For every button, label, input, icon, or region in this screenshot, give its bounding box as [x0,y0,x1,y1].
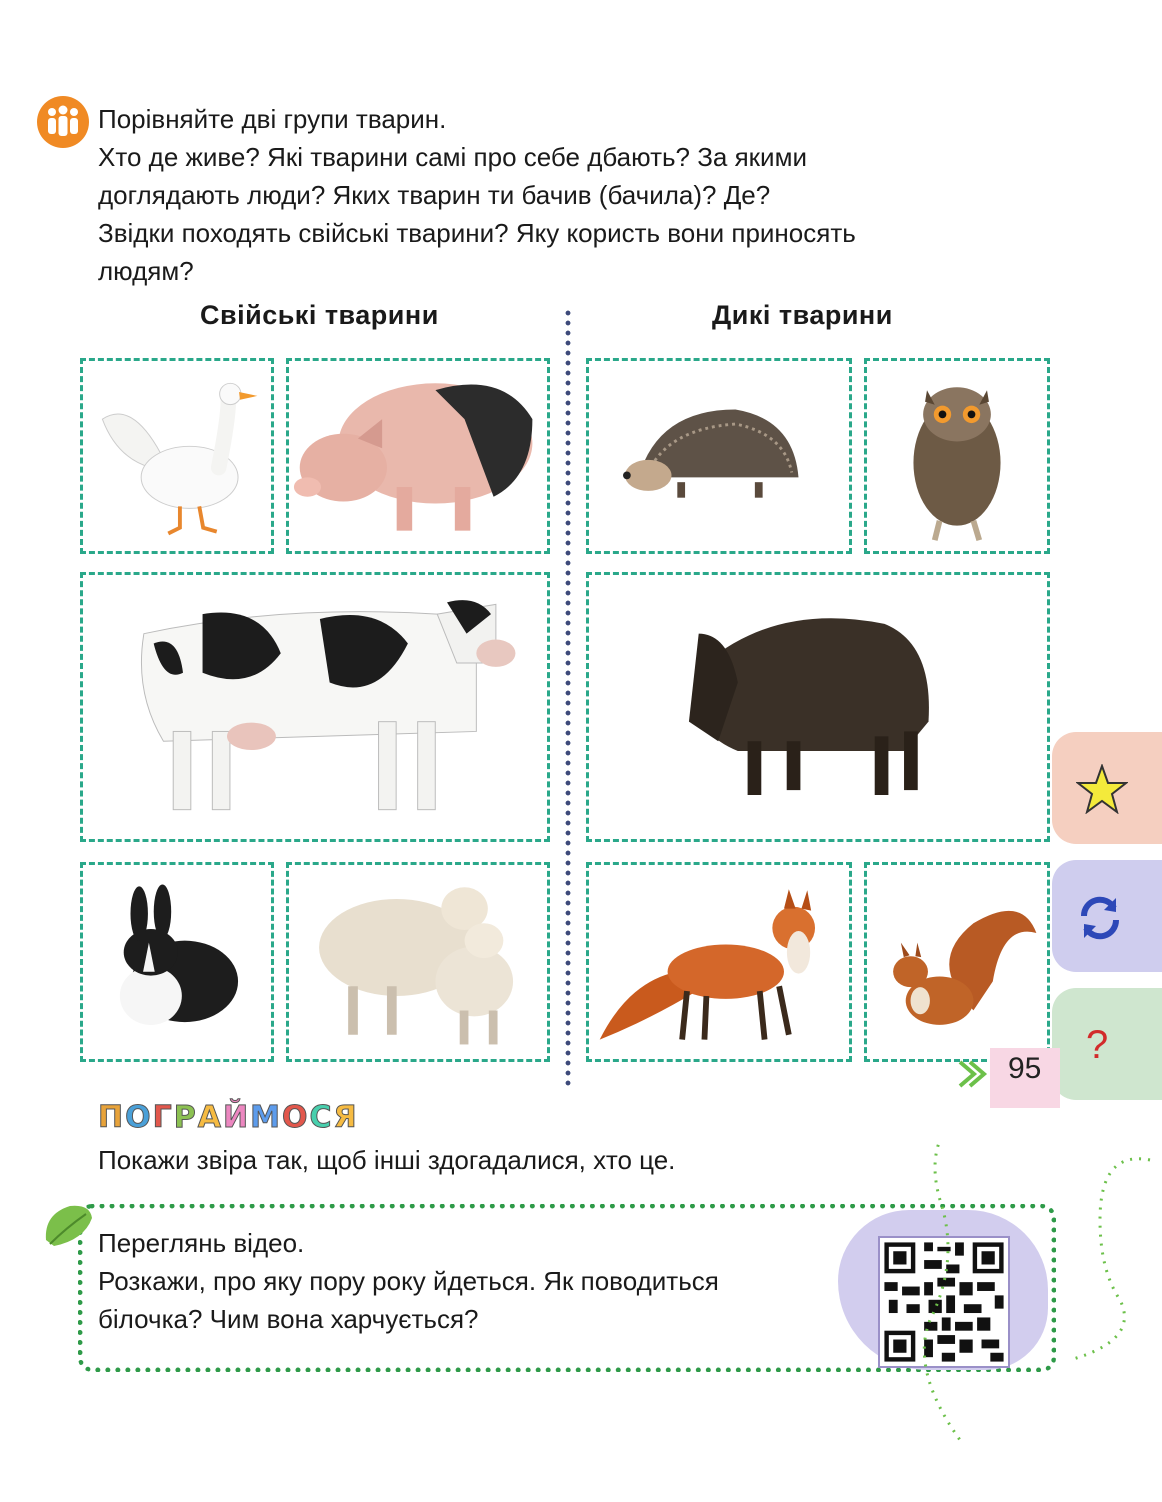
game-title-letter: Я [333,1100,357,1135]
wild-animals-heading: Дикі тварини [712,300,893,330]
star-tab[interactable] [1052,732,1162,844]
video-task-text [98,1224,719,1338]
task-line: Звідки походять свійські тварини? Яку користь вони приносять [98,218,856,248]
refresh-tab[interactable] [1052,860,1162,972]
star-icon [1076,764,1128,814]
game-title-letter: С [309,1100,332,1135]
game-title-letter: О [125,1100,151,1135]
video-line: Переглянь відео. [98,1228,305,1258]
game-title-letter: Й [222,1100,249,1135]
game-title [98,1100,357,1135]
leaf-icon [40,1200,96,1261]
task-line: Порівняйте дві групи тварин. [98,104,447,134]
rabbit-image [80,862,274,1062]
svg-text:?: ? [1086,1023,1109,1064]
dotted-path-decoration [900,1140,1162,1502]
page-number: 95 [1008,1052,1042,1085]
squirrel-image [864,862,1050,1062]
task-line: людям? [98,256,194,286]
wild-boar-image [586,572,1050,842]
game-title-letter: А [197,1100,221,1135]
game-title-letter: П [98,1100,124,1135]
question-icon [1082,1020,1114,1064]
chevron-right-icon [956,1058,990,1090]
goose-image [80,358,274,554]
column-divider [565,308,571,1088]
game-title-letter: М [250,1100,280,1135]
game-title-letter: Г [152,1100,172,1135]
sheep-image [286,862,550,1062]
game-title-letter: Р [173,1100,196,1135]
fox-image [586,862,852,1062]
cow-image [80,572,550,842]
video-line: білочка? Чим вона харчується? [98,1304,479,1334]
video-line: Розкажи, про яку пору року йдеться. Як поводиться [98,1266,719,1296]
hedgehog-image [586,358,852,554]
domestic-animals-heading: Свійські тварини [200,300,439,330]
owl-image [864,358,1050,554]
question-tab[interactable] [1052,988,1162,1100]
refresh-icon [1076,894,1124,942]
task-text [98,100,1018,290]
game-title-letter: О [281,1100,308,1135]
task-line: доглядають люди? Яких тварин ти бачив (бачила)? Де? [98,180,771,210]
group-of-people-icon [37,96,89,148]
pig-image [286,358,550,554]
game-instruction: Покажи звіра так, щоб інші здогадалися, хто це. [98,1145,676,1175]
task-line: Хто де живе? Які тварини самі про себе дбають? За якими [98,142,807,172]
